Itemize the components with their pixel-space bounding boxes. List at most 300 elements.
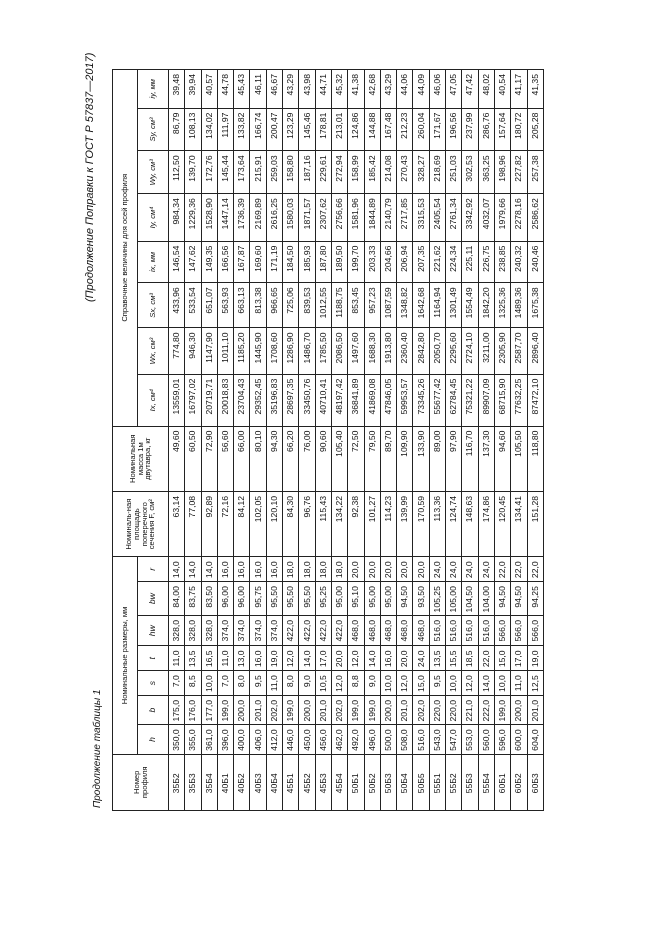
table-row [299, 70, 315, 811]
profile-number-cell: 35Б3 [185, 754, 201, 810]
header-b: b [138, 696, 169, 725]
table-cell: 422,0 [299, 615, 315, 645]
table-cell: 350,0 [169, 725, 185, 754]
table-cell: 45,43 [234, 70, 250, 109]
table-cell: 1286,90 [283, 328, 299, 374]
table-cell: 18,0 [315, 557, 331, 582]
table-cell: 94,30 [266, 426, 282, 491]
table-row [348, 70, 364, 811]
table-cell: 1871,57 [299, 194, 315, 241]
table-cell: 205,28 [527, 108, 543, 151]
table-cell: 8,5 [185, 671, 201, 696]
table-cell: 508,0 [397, 725, 413, 754]
table-cell: 1675,38 [527, 283, 543, 328]
profile-number-cell: 50Б1 [348, 754, 364, 810]
profile-number-cell: 60Б2 [511, 754, 527, 810]
table-cell: 171,67 [429, 108, 445, 151]
profile-number-cell: 50Б4 [397, 754, 413, 810]
table-cell: 114,23 [380, 491, 396, 556]
profile-number-cell: 55Б3 [462, 754, 478, 810]
header-ref-axis: Справочные величины для осей профиля [113, 70, 138, 427]
table-row [380, 70, 396, 811]
table-cell: 43,29 [380, 70, 396, 109]
table-cell: 10,0 [201, 671, 217, 696]
table-cell: 86,79 [169, 108, 185, 151]
table-cell: 500,0 [380, 725, 396, 754]
table-cell: 55677,42 [429, 374, 445, 426]
table-cell: 46,67 [266, 70, 282, 109]
table-cell: 94,50 [494, 582, 510, 616]
table-cell: 8,8 [348, 671, 364, 696]
table-cell: 12,0 [462, 671, 478, 696]
table-cell: 20,0 [397, 557, 413, 582]
table-cell: 133,82 [234, 108, 250, 151]
table-cell: 94,60 [494, 426, 510, 491]
table-cell: 20719,71 [201, 374, 217, 426]
table-cell: 177,0 [201, 696, 217, 725]
header-ix-moment: Ix, см⁴ [138, 374, 169, 426]
table-cell: 218,69 [429, 151, 445, 194]
table-cell: 20,0 [364, 557, 380, 582]
profile-number-cell: 40Б1 [217, 754, 233, 810]
table-cell: 87472,10 [527, 374, 543, 426]
table-cell: 600,0 [511, 725, 527, 754]
table-cell: 1011,10 [217, 328, 233, 374]
table-cell: 260,04 [413, 108, 429, 151]
table-row [364, 70, 380, 811]
profile-number-cell: 35Б2 [169, 754, 185, 810]
table-cell: 433,96 [169, 283, 185, 328]
table-cell: 462,0 [331, 725, 347, 754]
table-cell: 1736,39 [234, 194, 250, 241]
table-cell: 145,44 [217, 151, 233, 194]
profile-number-cell: 55Б1 [429, 754, 445, 810]
table-row [315, 70, 331, 811]
table-row [283, 70, 299, 811]
table-cell: 374,0 [250, 615, 266, 645]
table-cell: 2278,16 [511, 194, 527, 241]
table-cell: 16,0 [250, 557, 266, 582]
table-cell: 15,5 [446, 646, 462, 671]
table-cell: 47,42 [462, 70, 478, 109]
table-cell: 56,60 [217, 426, 233, 491]
table-cell: 17,0 [511, 646, 527, 671]
table-cell: 95,25 [315, 582, 331, 616]
table-cell: 144,88 [364, 108, 380, 151]
table-cell: 9,0 [364, 671, 380, 696]
table-cell: 2050,70 [429, 328, 445, 374]
table-cell: 213,01 [331, 108, 347, 151]
table-cell: 203,33 [364, 241, 380, 283]
table-cell: 95,75 [250, 582, 266, 616]
table-cell: 200,0 [511, 696, 527, 725]
table-cell: 1913,80 [380, 328, 396, 374]
table-cell: 202,0 [413, 696, 429, 725]
table-cell: 20,0 [380, 557, 396, 582]
table-cell: 543,0 [429, 725, 445, 754]
profile-number-cell: 60Б1 [494, 754, 510, 810]
table-cell: 200,0 [380, 696, 396, 725]
header-wy: Wy, см³ [138, 151, 169, 194]
table-cell: 374,0 [266, 615, 282, 645]
table-cell: 13,5 [185, 646, 201, 671]
table-cell: 516,0 [478, 615, 494, 645]
table-cell: 77632,25 [511, 374, 527, 426]
table-cell: 2724,10 [462, 328, 478, 374]
table-cell: 8,0 [283, 671, 299, 696]
table-cell: 19,0 [266, 646, 282, 671]
table-cell: 1325,36 [494, 283, 510, 328]
table-cell: 406,0 [250, 725, 266, 754]
table-cell: 169,60 [250, 241, 266, 283]
header-ix-radius: ix, мм [138, 241, 169, 283]
table-cell: 212,23 [397, 108, 413, 151]
table-cell: 166,74 [250, 108, 266, 151]
table-cell: 196,56 [446, 108, 462, 151]
table-cell: 220,0 [429, 696, 445, 725]
table-cell: 175,0 [169, 696, 185, 725]
table-cell: 95,50 [299, 582, 315, 616]
table-cell: 328,27 [413, 151, 429, 194]
table-cell: 72,50 [348, 426, 364, 491]
header-sx: Sx, см³ [138, 283, 169, 328]
table-cell: 2086,50 [331, 328, 347, 374]
header-h: h [138, 725, 169, 754]
table-cell: 1979,66 [494, 194, 510, 241]
table-cell: 225,11 [462, 241, 478, 283]
table-cell: 201,0 [527, 696, 543, 725]
table-cell: 240,32 [511, 241, 527, 283]
table-cell: 24,0 [413, 646, 429, 671]
header-t: t [138, 646, 169, 671]
table-cell: 663,13 [234, 283, 250, 328]
table-cell: 10,0 [494, 671, 510, 696]
table-cell: 2587,70 [511, 328, 527, 374]
table-cell: 516,0 [446, 615, 462, 645]
table-cell: 8,0 [234, 671, 250, 696]
table-cell: 124,74 [446, 491, 462, 556]
table-cell: 286,76 [478, 108, 494, 151]
table-row [511, 70, 527, 811]
table-cell: 237,99 [462, 108, 478, 151]
header-sy: Sy, см³ [138, 108, 169, 151]
table-cell: 422,0 [315, 615, 331, 645]
table-cell: 84,00 [169, 582, 185, 616]
table-cell: 468,0 [397, 615, 413, 645]
table-cell: 180,72 [511, 108, 527, 151]
table-cell: 238,85 [494, 241, 510, 283]
header-hw: hw [138, 615, 169, 645]
table-cell: 95,50 [266, 582, 282, 616]
table-cell: 148,63 [462, 491, 478, 556]
table-cell: 3342,92 [462, 194, 478, 241]
table-cell: 1581,96 [348, 194, 364, 241]
header-r: r [138, 557, 169, 582]
table-cell: 563,93 [217, 283, 233, 328]
header-iy-radius: iy, мм [138, 70, 169, 109]
table-cell: 62784,45 [446, 374, 462, 426]
table-cell: 2169,89 [250, 194, 266, 241]
table-cell: 560,0 [478, 725, 494, 754]
table-cell: 200,0 [299, 696, 315, 725]
table-cell: 22,0 [527, 557, 543, 582]
header-area: Номиналь-ная площадь поперечного сечения F, см² [113, 491, 169, 556]
table-cell: 178,81 [315, 108, 331, 151]
table-cell: 3315,53 [413, 194, 429, 241]
profile-number-cell: 60Б3 [527, 754, 543, 810]
table-cell: 43,98 [299, 70, 315, 109]
profile-number-cell: 40Б3 [250, 754, 266, 810]
table-cell: 185,93 [299, 241, 315, 283]
table-cell: 11,0 [266, 671, 282, 696]
table-cell: 1188,75 [331, 283, 347, 328]
table-cell: 9,5 [429, 671, 445, 696]
table-cell: 105,25 [429, 582, 445, 616]
table-cell: 1147,90 [201, 328, 217, 374]
table-cell: 2896,40 [527, 328, 543, 374]
table-cell: 10,5 [315, 671, 331, 696]
table-cell: 63,14 [169, 491, 185, 556]
table-cell: 272,94 [331, 151, 347, 194]
table-cell: 17,0 [315, 646, 331, 671]
table-cell: 101,27 [364, 491, 380, 556]
table-cell: 15,0 [413, 671, 429, 696]
table-cell: 9,0 [299, 671, 315, 696]
table-cell: 9,5 [250, 671, 266, 696]
table-row [478, 70, 494, 811]
table-cell: 374,0 [234, 615, 250, 645]
table-cell: 1229,36 [185, 194, 201, 241]
table-cell: 16,5 [201, 646, 217, 671]
table-cell: 44,06 [397, 70, 413, 109]
table-cell: 112,50 [169, 151, 185, 194]
table-cell: 853,45 [348, 283, 364, 328]
table-continuation-caption: Продолжение таблицы 1 [92, 689, 103, 808]
table-cell: 171,19 [266, 241, 282, 283]
table-cell: 516,0 [462, 615, 478, 645]
table-cell: 40,54 [494, 70, 510, 109]
table-cell: 966,65 [266, 283, 282, 328]
table-cell: 94,50 [397, 582, 413, 616]
profile-number-cell: 50Б3 [380, 754, 396, 810]
table-cell: 96,00 [234, 582, 250, 616]
table-cell: 1087,59 [380, 283, 396, 328]
table-body [169, 70, 544, 811]
table-cell: 12,0 [348, 646, 364, 671]
table-cell: 14,0 [201, 557, 217, 582]
table-cell: 151,28 [527, 491, 543, 556]
table-cell: 199,0 [364, 696, 380, 725]
profile-number-cell: 45Б3 [315, 754, 331, 810]
table-cell: 566,0 [511, 615, 527, 645]
table-row [234, 70, 250, 811]
table-cell: 2761,34 [446, 194, 462, 241]
table-cell: 185,42 [364, 151, 380, 194]
table-cell: 123,29 [283, 108, 299, 151]
table-cell: 73345,26 [413, 374, 429, 426]
table-cell: 240,46 [527, 241, 543, 283]
table-cell: 16,0 [234, 557, 250, 582]
table-cell: 1348,82 [397, 283, 413, 328]
table-cell: 328,0 [169, 615, 185, 645]
table-cell: 13,0 [234, 646, 250, 671]
table-cell: 105,50 [511, 426, 527, 491]
table-cell: 229,61 [315, 151, 331, 194]
table-cell: 199,0 [348, 696, 364, 725]
table-cell: 89,70 [380, 426, 396, 491]
table-cell: 11,0 [217, 646, 233, 671]
table-cell: 92,38 [348, 491, 364, 556]
table-cell: 45,32 [331, 70, 347, 109]
table-cell: 41,35 [527, 70, 543, 109]
table-cell: 137,30 [478, 426, 494, 491]
table-cell: 89907,09 [478, 374, 494, 426]
table-cell: 48197,42 [331, 374, 347, 426]
table-cell: 596,0 [494, 725, 510, 754]
table-cell: 92,89 [201, 491, 217, 556]
table-cell: 984,34 [169, 194, 185, 241]
table-cell: 72,90 [201, 426, 217, 491]
table-cell: 146,54 [169, 241, 185, 283]
table-cell: 200,0 [234, 696, 250, 725]
table-cell: 11,0 [169, 646, 185, 671]
table-cell: 42,68 [364, 70, 380, 109]
table-cell: 422,0 [331, 615, 347, 645]
table-cell: 189,50 [331, 241, 347, 283]
table-cell: 257,38 [527, 151, 543, 194]
table-cell: 547,0 [446, 725, 462, 754]
table-cell: 774,80 [169, 328, 185, 374]
header-bw: bw [138, 582, 169, 616]
table-cell: 105,00 [446, 582, 462, 616]
table-cell: 198,96 [494, 151, 510, 194]
table-cell: 220,0 [446, 696, 462, 725]
table-cell: 201,0 [315, 696, 331, 725]
table-cell: 35196,83 [266, 374, 282, 426]
table-cell: 1497,60 [348, 328, 364, 374]
table-row [331, 70, 347, 811]
table-cell: 77,08 [185, 491, 201, 556]
table-cell: 105,40 [331, 426, 347, 491]
table-cell: 95,50 [283, 582, 299, 616]
table-cell: 10,0 [380, 671, 396, 696]
table-cell: 16,0 [266, 557, 282, 582]
table-cell: 10,0 [446, 671, 462, 696]
table-cell: 33450,76 [299, 374, 315, 426]
table-cell: 139,99 [397, 491, 413, 556]
table-cell: 41869,08 [364, 374, 380, 426]
table-cell: 14,0 [364, 646, 380, 671]
table-cell: 104,50 [462, 582, 478, 616]
profile-number-cell: 55Б2 [446, 754, 462, 810]
table-cell: 134,41 [511, 491, 527, 556]
profile-number-cell: 40Б4 [266, 754, 282, 810]
table-cell: 2140,79 [380, 194, 396, 241]
table-cell: 149,35 [201, 241, 217, 283]
table-cell: 566,0 [527, 615, 543, 645]
table-cell: 104,00 [478, 582, 494, 616]
table-cell: 2305,90 [494, 328, 510, 374]
table-cell: 2586,62 [527, 194, 543, 241]
table-cell: 23704,43 [234, 374, 250, 426]
table-cell: 111,97 [217, 108, 233, 151]
table-cell: 16797,02 [185, 374, 201, 426]
profile-table [112, 69, 544, 811]
table-cell: 204,66 [380, 241, 396, 283]
table-cell: 72,16 [217, 491, 233, 556]
table-cell: 1844,89 [364, 194, 380, 241]
table-cell: 120,10 [266, 491, 282, 556]
table-cell: 199,0 [283, 696, 299, 725]
table-cell: 468,0 [348, 615, 364, 645]
table-cell: 24,0 [446, 557, 462, 582]
table-cell: 166,56 [217, 241, 233, 283]
table-cell: 1447,14 [217, 194, 233, 241]
table-cell: 226,75 [478, 241, 494, 283]
table-cell: 355,0 [185, 725, 201, 754]
table-cell: 412,0 [266, 725, 282, 754]
table-cell: 46,06 [429, 70, 445, 109]
table-cell: 15,0 [494, 646, 510, 671]
table-cell: 18,0 [331, 557, 347, 582]
table-cell: 174,86 [478, 491, 494, 556]
table-cell: 120,45 [494, 491, 510, 556]
table-cell: 80,10 [250, 426, 266, 491]
profile-number-cell: 40Б2 [234, 754, 250, 810]
profile-number-cell: 50Б5 [413, 754, 429, 810]
table-cell: 2405,54 [429, 194, 445, 241]
table-cell: 516,0 [429, 615, 445, 645]
table-cell: 22,0 [478, 646, 494, 671]
table-cell: 1486,70 [299, 328, 315, 374]
table-cell: 13559,01 [169, 374, 185, 426]
table-cell: 1580,03 [283, 194, 299, 241]
table-cell: 456,0 [315, 725, 331, 754]
table-cell: 83,75 [185, 582, 201, 616]
table-cell: 446,0 [283, 725, 299, 754]
table-cell: 199,0 [494, 696, 510, 725]
table-row [527, 70, 543, 811]
table-cell: 43,29 [283, 70, 299, 109]
table-cell: 173,64 [234, 151, 250, 194]
table-cell: 200,47 [266, 108, 282, 151]
table-row [217, 70, 233, 811]
table-cell: 957,23 [364, 283, 380, 328]
table-cell: 251,03 [446, 151, 462, 194]
table-cell: 83,50 [201, 582, 217, 616]
table-cell: 202,0 [331, 696, 347, 725]
table-cell: 176,0 [185, 696, 201, 725]
table-cell: 1688,30 [364, 328, 380, 374]
table-cell: 109,90 [397, 426, 413, 491]
table-cell: 12,0 [331, 671, 347, 696]
table-row [397, 70, 413, 811]
table-cell: 604,0 [527, 725, 543, 754]
table-cell: 46,11 [250, 70, 266, 109]
table-cell: 468,0 [380, 615, 396, 645]
table-cell: 18,5 [462, 646, 478, 671]
table-cell: 2616,25 [266, 194, 282, 241]
table-cell: 47846,05 [380, 374, 396, 426]
table-row [413, 70, 429, 811]
profile-number-cell: 45Б4 [331, 754, 347, 810]
table-cell: 79,50 [364, 426, 380, 491]
table-cell: 1164,94 [429, 283, 445, 328]
table-cell: 157,64 [494, 108, 510, 151]
table-cell: 20,0 [413, 557, 429, 582]
table-cell: 201,0 [397, 696, 413, 725]
table-cell: 215,91 [250, 151, 266, 194]
